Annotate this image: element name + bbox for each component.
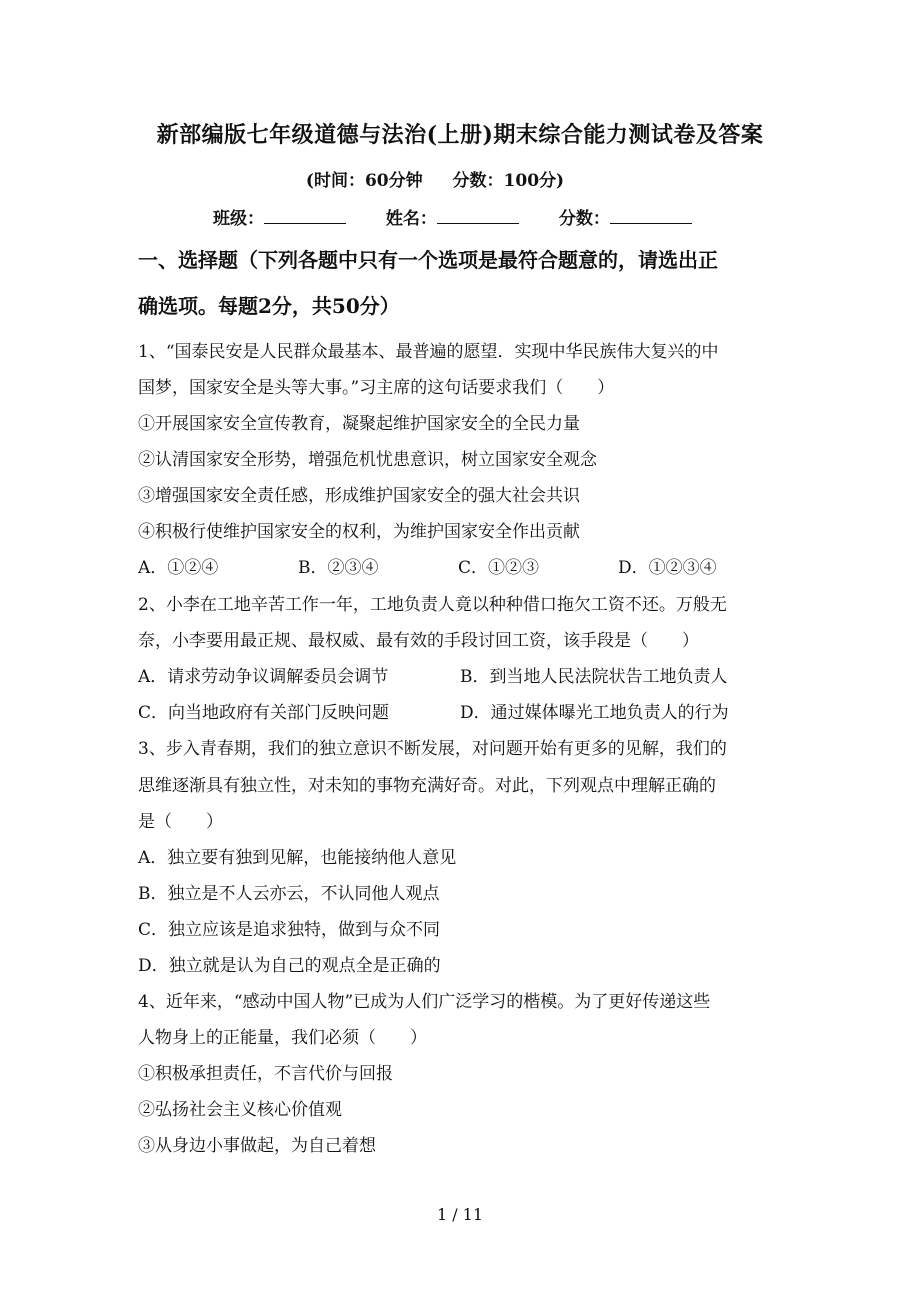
q2-stem-line-2: 奈，小李要用最正规、最权威、最有效的手段讨回工资，该手段是（ ） [138, 631, 699, 651]
name-field [386, 204, 519, 229]
q1-option-a: A．①②④ [138, 558, 219, 578]
q4-item-3: ③从身边小事做起，为自己着想 [138, 1136, 376, 1156]
q1-options [138, 553, 778, 578]
score-blank [610, 209, 692, 224]
q2-options-row-2 [138, 698, 782, 723]
class-blank [264, 209, 346, 224]
q2-option-a: A．请求劳动争议调解委员会调节 [138, 667, 389, 687]
section-heading-line-2: 确选项。每题2分，共50分） [138, 294, 400, 318]
q3-option-a: A．独立要有独到见解，也能接纳他人意见 [138, 848, 457, 868]
name-label: 姓名： [385, 209, 437, 229]
class-label: 班级： [213, 209, 264, 229]
q4-stem-line-1: 4、近年来，“感动中国人物”已成为人们广泛学习的楷模。为了更好传递这些 [138, 992, 711, 1012]
q1-item-3: ③增强国家安全责任感，形成维护国家安全的强大社会共识 [138, 486, 580, 506]
q1-item-2: ②认清国家安全形势，增强危机忧患意识，树立国家安全观念 [138, 450, 597, 470]
q2-option-c: C．向当地政府有关部门反映问题 [138, 703, 390, 723]
student-info-fields [213, 204, 726, 229]
section-heading-line-1: 一、选择题（下列各题中只有一个选项是最符合题意的，请选出正 [138, 248, 718, 272]
exam-time: (时间：60分钟 [305, 171, 423, 191]
q1-stem-line-2: 国梦，国家安全是头等大事。”习主席的这句话要求我们（ ） [138, 378, 615, 398]
score-label: 分数： [558, 209, 610, 229]
q1-stem-line-1: 1、“国泰民安是人民群众最基本、最普遍的愿望．实现中华民族伟大复兴的中 [138, 342, 719, 362]
q1-option-d: D．①②③④ [618, 558, 717, 578]
q3-option-c: C．独立应该是追求独特，做到与众不同 [138, 920, 441, 940]
q2-stem-line-1: 2、小李在工地辛苦工作一年，工地负责人竟以种种借口拖欠工资不还。万般无 [138, 595, 727, 615]
page-number: 1 / 11 [436, 1205, 484, 1224]
q1-option-b: B．②③④ [298, 558, 379, 578]
q2-options-row-1 [138, 662, 782, 687]
class-field [213, 204, 346, 229]
exam-subtitle [0, 166, 870, 191]
q3-stem-line-3: 是（ ） [138, 812, 223, 832]
q3-option-b: B．独立是不人云亦云，不认同他人观点 [138, 884, 440, 904]
name-blank [437, 209, 519, 224]
q3-stem-line-2: 思维逐渐具有独立性，对未知的事物充满好奇。对此，下列观点中理解正确的 [138, 776, 716, 796]
q1-option-c: C．①②③ [458, 558, 540, 578]
exam-total-score: 分数：100分) [452, 171, 565, 191]
q1-item-4: ④积极行使维护国家安全的权利，为维护国家安全作出贡献 [138, 522, 580, 542]
q4-stem-line-2: 人物身上的正能量，我们必须（ ） [138, 1028, 427, 1048]
q4-item-1: ①积极承担责任，不言代价与回报 [138, 1064, 393, 1084]
q2-option-d: D．通过媒体曝光工地负责人的行为 [460, 703, 729, 723]
q2-option-b: B．到当地人民法院状告工地负责人 [460, 667, 728, 687]
q4-item-2: ②弘扬社会主义核心价值观 [138, 1100, 342, 1120]
q1-item-1: ①开展国家安全宣传教育，凝聚起维护国家安全的全民力量 [138, 414, 580, 434]
q3-stem-line-1: 3、步入青春期，我们的独立意识不断发展，对问题开始有更多的见解，我们的 [138, 739, 727, 759]
q3-option-d: D．独立就是认为自己的观点全是正确的 [138, 956, 441, 976]
score-field [559, 204, 692, 229]
exam-title: 新部编版七年级道德与法治(上册)期末综合能力测试卷及答案 [156, 122, 764, 148]
